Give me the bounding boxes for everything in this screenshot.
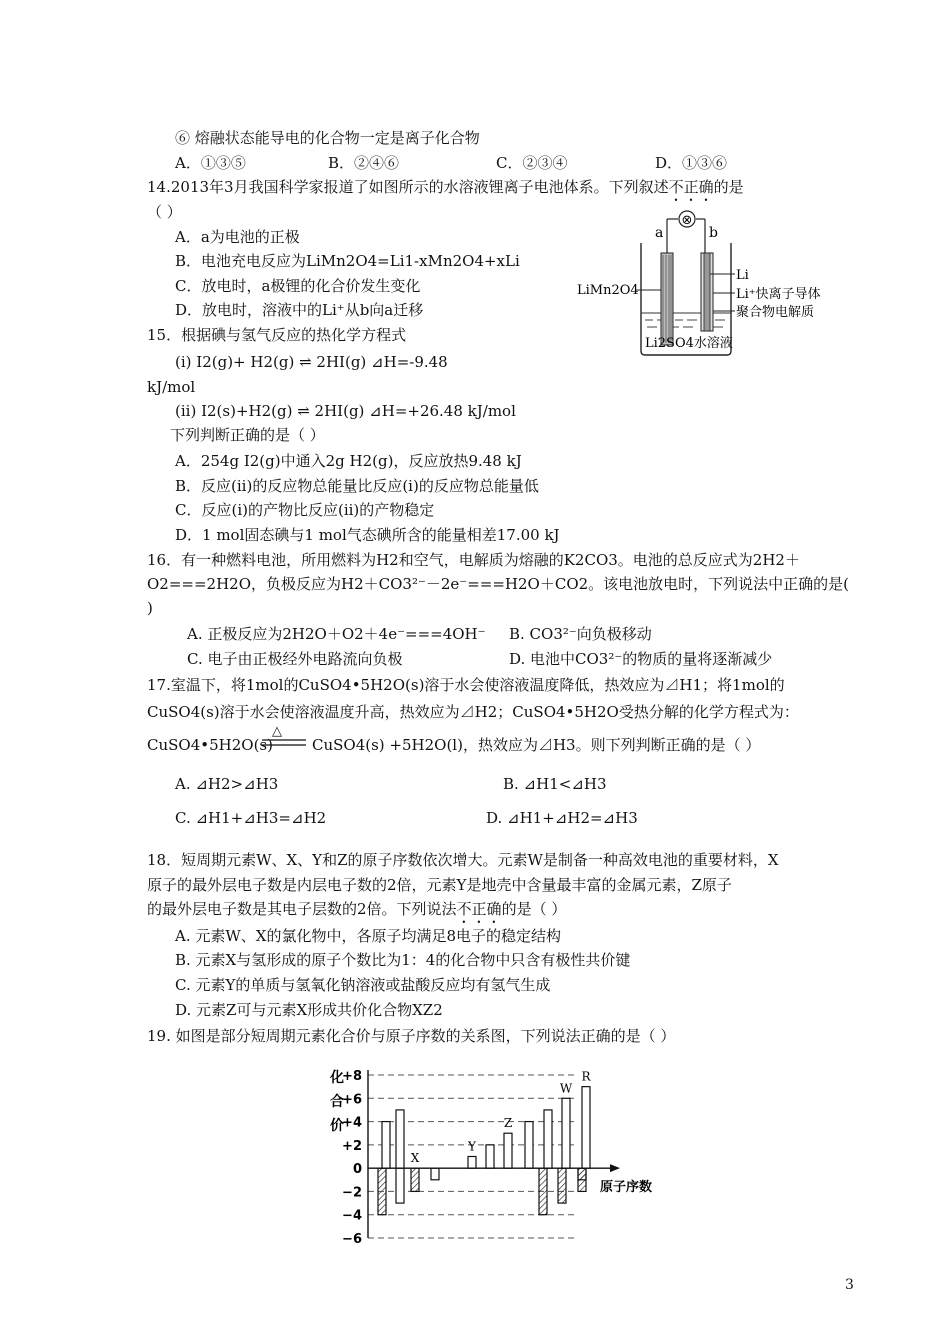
q15-eq1: (i) I2(g)+ H2(g) ⇌ 2HI(g) ⊿H=-9.48 [175, 353, 448, 371]
label-conductor: Li⁺快离子导体 [736, 287, 821, 302]
bar [562, 1098, 570, 1168]
q14-option-a: A．a为电池的正极 [175, 228, 300, 246]
q15-eq2: (ii) I2(s)+H2(g) ⇌ 2HI(g) ⊿H=+26.48 kJ/mol [175, 402, 516, 420]
q18-line1: 18．短周期元素W、X、Y和Z的原子序数依次增大。元素W是制备一种高效电池的重要材料，X [147, 851, 779, 869]
bar-annotation: Y [468, 1139, 476, 1154]
q15-option-b: B．反应(ii)的反应物总能量比反应(i)的反应物总能量低 [175, 477, 539, 495]
q14-option-b: B．电池充电反应为LiMn2O4=Li1-xMn2O4+xLi [175, 252, 520, 270]
q13-option-d: D．①③⑥ [655, 154, 728, 172]
y-tick-label: +4 [342, 1115, 362, 1131]
q17-line1: 17.室温下，将1mol的CuSO4•5H2O(s)溶于水会使溶液温度降低，热效应为⊿H1；将1mol的 [147, 676, 785, 694]
label-a: a [655, 225, 664, 241]
q19-stem: 19. 如图是部分短周期元素化合价与原子序数的关系图，下列说法正确的是（ ） [147, 1027, 676, 1045]
bar [396, 1110, 404, 1168]
q14-paren: （ ） [147, 203, 182, 221]
bar-annotation: X [410, 1151, 420, 1166]
label-solution: Li2SO4水溶液 [645, 336, 733, 351]
bar-annotation: R [581, 1069, 591, 1084]
bar [378, 1168, 386, 1215]
label-li: Li [736, 268, 749, 283]
bar [539, 1168, 547, 1215]
label-b: b [709, 225, 718, 241]
q16-option-d: D. 电池中CO3²⁻的物质的量将逐渐减少 [509, 650, 773, 668]
bar [544, 1110, 552, 1168]
q18-line3 [147, 899, 566, 927]
q14-number: 14 [147, 178, 167, 196]
q13-option-a: A．①③⑤ [175, 154, 246, 172]
q17-line2: CuSO4(s)溶于水会使溶液温度升高，热效应为⊿H2；CuSO4•5H2O受热分解的化学方程式为： [147, 703, 799, 721]
y-tick-label: −2 [342, 1185, 362, 1201]
q16-option-a: A. 正极反应为2H2O＋O2＋4e⁻===4OH⁻ [187, 625, 486, 643]
q18-option-a: A. 元素W、X的氯化物中，各原子均满足8电子的稳定结构 [175, 927, 562, 945]
bar [468, 1157, 476, 1169]
x-axis-label: 原子序数 [600, 1180, 653, 1195]
q13-item6: ⑥ 熔融状态能导电的化合物一定是离子化合物 [175, 129, 480, 147]
q14-stem-end: 的是 [713, 178, 744, 196]
page-number: 3 [845, 1277, 854, 1293]
label-electrolyte: 聚合物电解质 [736, 305, 815, 320]
q18-emphasis: 不正确 [456, 900, 502, 918]
q14-option-d: D．放电时，溶液中的Li⁺从b向a迁移 [175, 301, 424, 319]
q18-option-d: D. 元素Z可与元素X形成共价化合物XZ2 [175, 1001, 443, 1019]
q17-reaction-arrow [262, 738, 306, 748]
y-tick-label: +2 [342, 1138, 362, 1154]
q17-option-a: A. ⊿H2>⊿H3 [175, 775, 279, 793]
q14-emphasis: 不正确 [668, 178, 714, 196]
battery-diagram [575, 205, 840, 365]
q14-stem-text: 2013年3月我国科学家报道了如图所示的水溶液锂离子电池体系。下列叙述 [170, 178, 669, 196]
q13-option-b: B．②④⑥ [328, 154, 400, 172]
q17-line3-right: CuSO4(s) +5H2O(l)，热效应为⊿H3。则下列判断正确的是（ ） [312, 736, 761, 754]
q17-option-d: D. ⊿H1+⊿H2=⊿H3 [486, 809, 638, 827]
bar [431, 1168, 439, 1180]
q13-option-c: C．②③④ [496, 154, 568, 172]
q15-option-a: A．254g I2(g)中通入2g H2(g)，反应放热9.48 kJ [175, 452, 522, 470]
q15-eq1-unit: kJ/mol [147, 378, 196, 396]
q16-line1: 16．有一种燃料电池，所用燃料为H2和空气，电解质为熔融的K2CO3。电池的总反应式为2H2＋ [147, 551, 800, 569]
q17-option-b: B. ⊿H1<⊿H3 [503, 775, 607, 793]
bar-annotation: W [559, 1081, 573, 1096]
q17-line3-left: CuSO4•5H2O(s) [147, 736, 273, 754]
q18-line2: 原子的最外层电子数是内层电子数的2倍，元素Y是地壳中含量最丰富的金属元素，Z原子 [147, 876, 732, 894]
meter-icon: ⊗ [681, 213, 693, 228]
y-tick-label: −4 [342, 1208, 362, 1224]
q18-line3-text: 的最外层电子数是其电子层数的2倍。下列说法 [147, 900, 457, 918]
y-tick-label: +8 [342, 1069, 362, 1084]
bar [582, 1087, 590, 1169]
x-axis-arrow [610, 1164, 620, 1172]
q14-stem: 14.2013年3月我国科学家报道了如图所示的水溶液锂离子电池体系。下列叙述不正确的是 [147, 178, 744, 196]
q17-heat-triangle: △ [272, 724, 282, 739]
y-axis-label: 化合价 [330, 1070, 344, 1134]
q15-stem: 15．根据碘与氢气反应的热化学方程式 [147, 326, 407, 344]
q15-ask: 下列判断正确的是（ ） [170, 426, 325, 444]
q16-option-b: B. CO3²⁻向负极移动 [509, 625, 652, 643]
bar [525, 1122, 533, 1169]
y-tick-label: 0 [352, 1162, 362, 1178]
bar [558, 1168, 566, 1203]
q14-option-c: C．放电时，a极锂的化合价发生变化 [175, 277, 421, 295]
bar [486, 1145, 494, 1168]
q15-option-d: D．1 mol固态碘与1 mol气态碘所含的能量相差17.00 kJ [175, 526, 560, 544]
bar-annotation: Z [503, 1116, 513, 1131]
label-limn2o4: LiMn2O4 [577, 283, 639, 298]
q18-option-c: C. 元素Y的单质与氢氧化钠溶液或盐酸反应均有氢气生成 [175, 976, 551, 994]
q17-option-c: C. ⊿H1+⊿H3=⊿H2 [175, 809, 327, 827]
bar [578, 1168, 586, 1180]
q16-line2: O2===2H2O，负极反应为H2＋CO3²⁻－2e⁻===H2O＋CO2。该电池放电时，下列说法中正确的是( [147, 575, 850, 593]
q16-line3: ) [147, 599, 153, 617]
y-tick-label: +6 [342, 1092, 362, 1108]
valence-chart [320, 1060, 660, 1250]
q18-option-b: B. 元素X与氢形成的原子个数比为1：4的化合物中只含有极性共价键 [175, 951, 631, 969]
bar [504, 1133, 512, 1168]
bar [411, 1168, 419, 1191]
bar [382, 1122, 390, 1169]
q16-option-c: C. 电子由正极经外电路流向负极 [187, 650, 403, 668]
bar [396, 1168, 404, 1203]
q15-option-c: C．反应(i)的产物比反应(ii)的产物稳定 [175, 501, 435, 519]
y-tick-label: −6 [342, 1232, 362, 1247]
q18-line3-end: 的是（ ） [501, 900, 567, 918]
